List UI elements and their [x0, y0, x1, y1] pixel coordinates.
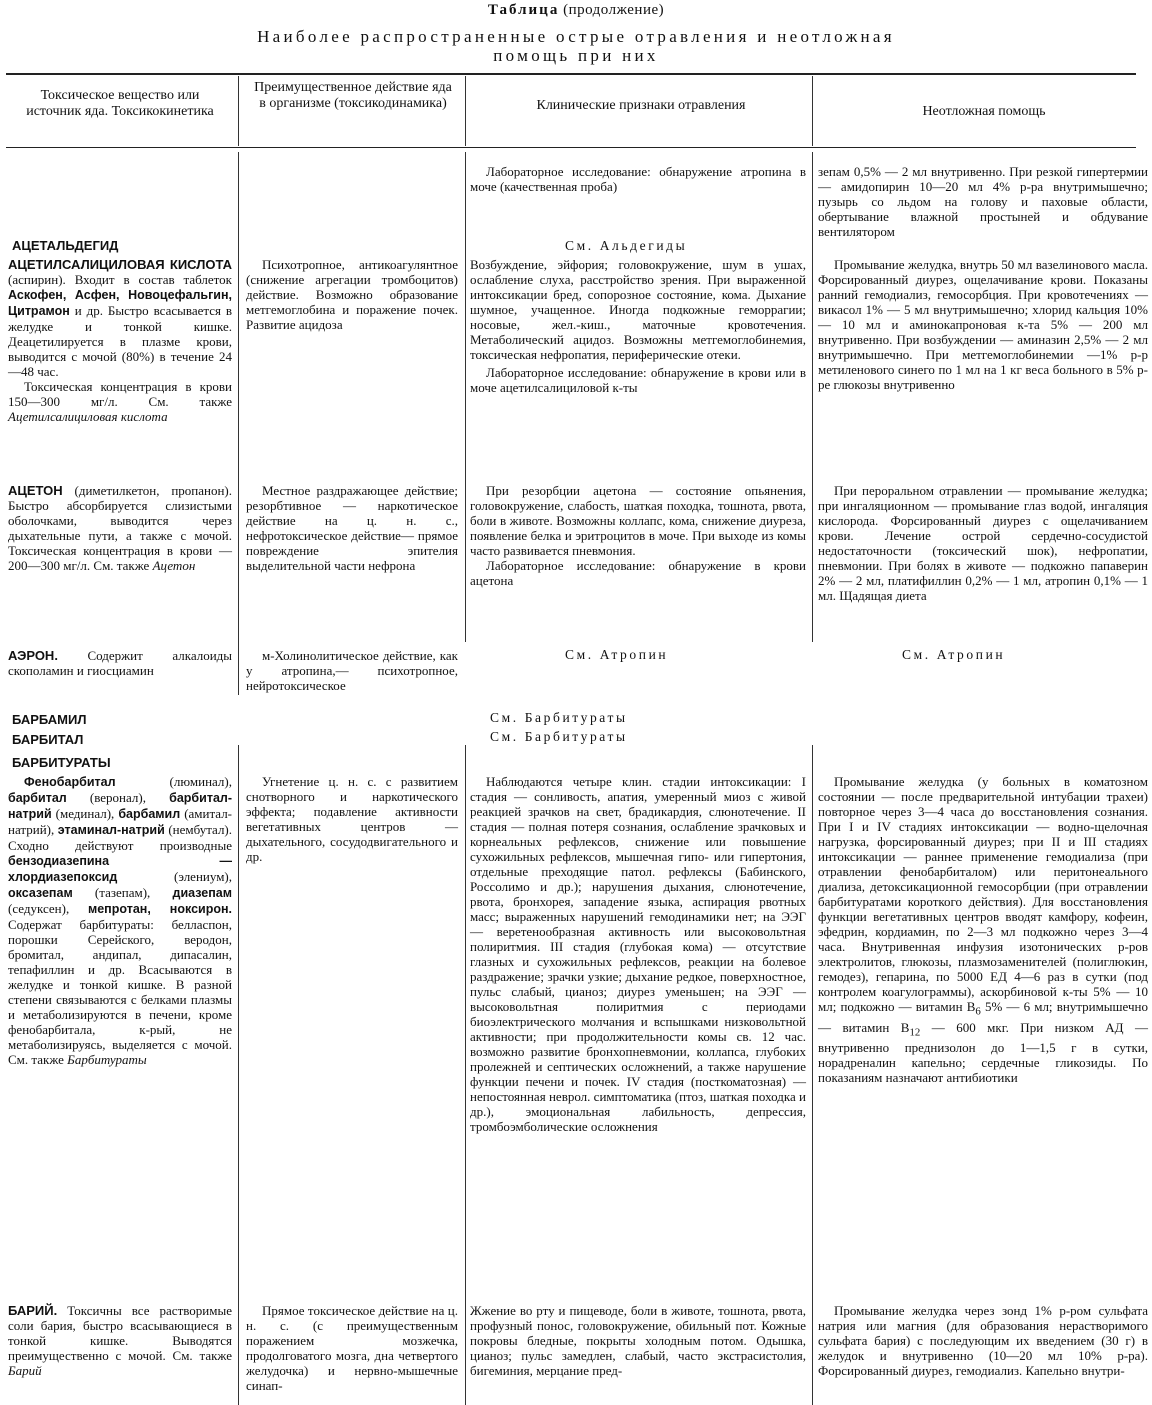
barbiturates-action-cell: Угнетение ц. н. с. с развитием снотворного и наркотического эффекта; подавление активности вегетативных центров — дыхательного, сосудодвигательного и др.: [246, 774, 458, 864]
header-divider-2: [465, 76, 466, 146]
table-caption: Таблица (продолжение): [487, 2, 665, 18]
barbiturates-clinic-cell: Наблюдаются четыре клин. стадии интоксикации: I стадия — сонливость, апатия, умеренный миоз с живой реакцией зрачков на свет, брадикардия, слюнотечение. II стадия — полная потеря сознания, ослабление зрачковых и корнеальных рефлексов, снижение или повышение сухожильных рефлексов, мышечная гипо- или гипертония, отдельные преходящие патол. рефлексы (Бабинского, Россолимо и др.); нарушения дыхания, слюнотечение, рвота, бронхорея, западение языка, аспирация рвотных масс; выраженных нарушений гемодинамики нет; на ЭЭГ — веретенообразная активность или высоковольтная полиритмия. III стадия (глубокая кома) — отсутствие глазных и сухожильных рефлексов, реакции на болевое раздражение; зрачки узкие; дыхание редкое, поверхностное, пульс слабый, цианоз; диурез уменьшен; на ЭЭГ — высоковольтная полиритмия с периодами биоэлектрического молчания и вспышками низковольтной активности; при продолжительности комы св. 12 час. возможно развитие бронхопневмонии, коллапса, глубоких пролежней и септических осложнений, а также нарушение функции печени и почек. IV стадия (посткоматозная) — непостоянная неврол. симптоматика (птоз, шаткая походка и др.), эмоциональная лабильность, депрессия, тромбоэмболические осложнения: [470, 774, 806, 1134]
barium-help-cell: Промывание желудка через зонд 1% р-ром сульфата натрия или магния (для образования нерастворимого сульфата бария) с последующим их введением (30 г) в желудок и внутривенно (10—20 мл 10% р-ра). Форсированный диурез, гемодиализ. Капельно внутри-: [818, 1303, 1148, 1378]
body-divider-2a: [465, 152, 466, 642]
barbamil-see: См. Барбитураты: [490, 710, 628, 725]
header-substance: Токсическое вещество или источник яда. Токсикокинетика: [26, 88, 214, 119]
barbital-see: См. Барбитураты: [490, 729, 628, 744]
barium-substance-cell: БАРИЙ. Токсичны все растворимые соли бария, быстро всасывающиеся в тонкой кишке. Выводятся преимущественно с мочой. См. также Барий: [8, 1303, 232, 1378]
body-divider-1b: [238, 745, 239, 1405]
atropine-help-cell: зепам 0,5% — 2 мл внутривенно. При резкой гипертермии— амидопирин 10—20 мл 4% р-ра внутримышечно; пузырь со льдом на голову и паховые области, обертывание влажной простыней и обдувание вентилятором: [818, 164, 1148, 239]
barbiturates-help-cell: Промывание желудка (у больных в коматозном состоянии — после предварительной интубации трахеи) повторное через 3—4 часа до восстановления сознания. При I и IV стадиях интоксикации — водно-щелочная нагрузка, форсированный диурез; при II и III стадиях интоксикации — раннее применение гемодиализа (при отравлении фенобарбиталом) или перитонеального диализа, детоксикационной гемосорбции (при отравлении барбитуратами короткого действия). Для восстановления функции вегетативных центров вводят камфору, кофеин, эфедрин, кордиамин, по 2—3 мл подкожно через 3—4 часа. Внутривенная инфузия изотонических р-ров электролитов, глюкозы, плазмозаменителей (полиглюкин, гемодез), гепарина, по 5000 ЕД 4—6 раз в сутки (под контролем коагулограммы), аскорбиновой к-ты 5% — 10 мл; подкожно — витамин $B_6$ 5% — 6 мл; внутримышечно — витамин $B_{12}$ — 600 мкг. При низком АД — внутривенно преднизолон до 1—1,5 г в сутки, норадреналин капельно; сердечные гликозиды. По показаниям назначают антибиотики: [818, 774, 1148, 1086]
aspirin-action-cell: Психотропное, антикоагулянтное (снижение агрегации тромбоцитов) действие. Возможно образование метгемоглобина и поражение почек. Развитие ацидоза: [246, 257, 458, 332]
header-action: Преимущественное действие яда в организме (токсикодинамика): [254, 80, 452, 111]
aeron-name: АЭРОН.: [8, 648, 58, 663]
acetone-substance-cell: АЦЕТОН (диметилкетон, пропанон). Быстро абсорбируется слизистыми оболочками, выводится через дыхательные пути, а также с мочой. Токсическая концентрация в крови — 200—300 мг/л. См. также Ацетон: [8, 483, 232, 573]
barium-clinic-cell: Жжение во рту и пищеводе, боли в животе, тошнота, рвота, профузный понос, головокружение, обильный пот. Кожные покровы бледные, покрыты холодным потом. Одышка, цианоз; пульс замедлен, слабый, часто экстрасистолия, бигеминия, мерцание пред-: [470, 1303, 806, 1378]
body-divider-2b: [465, 745, 466, 1405]
aspirin-clinic-cell: Возбуждение, эйфория; головокружение, шум в ушах, ослабление слуха, расстройство зрения. При выраженной интоксикации бред, сопорозное состояние, кома. Дыхание шумное, учащенное. Иногда подкожные геморрагии; носовые, жел.-киш., маточные кровотечения. Метаболический ацидоз. Возможны метгемоглобинемия, токсическая нефропатия, периферические отеки. Лабораторное исследование: обнаружение в крови или в моче ацетилсалициловой к-ты: [470, 257, 806, 395]
aspirin-name: АЦЕТИЛСАЛИЦИЛОВАЯ КИСЛОТА: [8, 257, 232, 272]
header-bottom-rule: [6, 147, 1136, 148]
barbital-name: БАРБИТАЛ: [12, 732, 84, 747]
body-divider-3a: [812, 152, 813, 642]
aeron-see-clinic: См. Атропин: [565, 647, 669, 662]
header-divider-3: [812, 76, 813, 146]
barbiturates-name: БАРБИТУРАТЫ: [12, 755, 111, 770]
header-divider-1: [238, 76, 239, 146]
aeron-see-help: См. Атропин: [902, 647, 1006, 662]
atropine-clinic-cell: Лабораторное исследование: обнаружение атропина в моче (качественная проба): [470, 164, 806, 194]
barium-action-cell: Прямое токсическое действие на ц. н. с. (с преимущественным поражением мозжечка, продолговатого мозга, дна четвертого желудочка) и нервно-мышечные синап-: [246, 1303, 458, 1393]
aeron-action-cell: м-Холинолитическое действие, как у атропина,— психотропное, нейротоксическое: [246, 648, 458, 693]
aspirin-substance-cell: АЦЕТИЛСАЛИЦИЛОВАЯ КИСЛОТА (аспирин). Входит в состав таблеток Аскофен, Асфен, Новоцефальгин, Цитрамон и др. Быстро всасывается в желудке и тонкой кишке. Деацетилируется в плазме крови, выводится с мочой (80%) в течение 24—48 час. Токсическая концентрация в крови 150—300 мг/л. См. также Ацетилсалициловая кислота: [8, 257, 232, 424]
body-divider-3b: [812, 745, 813, 1405]
table-title: Наиболее распространенные острые отравления и неотложная помощь при них: [257, 27, 895, 65]
aeron-substance-cell: АЭРОН. Содержит алкалоиды скополамин и гиосциамин: [8, 648, 232, 678]
acetaldehyde-see: См. Альдегиды: [565, 238, 688, 253]
acetone-help-cell: При пероральном отравлении — промывание желудка; при ингаляционном — промывание глаз водой, ингаляция кислорода. Форсированный диурез с ощелачиванием крови. Лечение острой сердечно-сосудистой недостаточности (токсический шок), нефропатии, пневмонии. При болях в животе — подкожно папаверин 2% — 2 мл, платифиллин 0,2% — 1 мл, атропин 0,1% — 1 мл. Щадящая диета: [818, 483, 1148, 603]
acetone-clinic-cell: При резорбции ацетона — состояние опьянения, головокружение, слабость, шаткая походка, тошнота, рвота, боли в животе. Возможны коллапс, кома, снижение диуреза, появление белка и эритроцитов в моче. При выходе из комы часто развивается пневмония. Лабораторное исследование: обнаружение в крови ацетона: [470, 483, 806, 588]
acetone-name: АЦЕТОН: [8, 483, 63, 498]
barbiturates-substance-cell: Фенобарбитал (люминал), барбитал (веронал), барбитал-натрий (мединал), барбамил (амитал-натрий), этаминал-натрий (нембутал). Сходно действуют производные бензодиазепина — хлордиазепоксид (элениум), оксазепам (тазепам), диазепам (седуксен), мепротан, ноксирон. Содержат барбитураты: белласпон, порошки Серейского, веродон, бромитал, андипал, дипасалин, тепафиллин и др. Всасываются в желудке и тонкой кишке. В разной степени связываются с белками плазмы и метаболизируются в печени, кроме фенобарбитала, к-рый, не метаболизируясь, выделяется с мочой. См. также Барбитураты: [8, 774, 233, 1067]
barium-name: БАРИЙ.: [8, 1303, 58, 1318]
body-divider-1a: [238, 152, 239, 695]
acetone-action-cell: Местное раздражающее действие; резорбтивное — наркотическое действие на ц. н. с., нефротоксическое действие— прямое повреждение эпителия выделительной части нефрона: [246, 483, 458, 573]
header-help: Неотложная помощь: [922, 104, 1046, 119]
header-top-rule: [6, 73, 1136, 75]
aspirin-brands: Аскофен, Асфен, Новоцефальгин, Цитрамон: [8, 288, 232, 318]
acetaldehyde-name: АЦЕТАЛЬДЕГИД: [12, 238, 119, 253]
header-clinic: Клинические признаки отравления: [536, 98, 746, 113]
barbamil-name: БАРБАМИЛ: [12, 712, 87, 727]
aspirin-help-cell: Промывание желудка, внутрь 50 мл вазелинового масла. Форсированный диурез, ощелачивание крови. Показаны ранний гемодиализ, гемосорбция. При кровотечениях — викасол 1% — 5 мл внутримышечно; хлорид кальция 10% — 10 мл и аминокапроновая к-та 5% — 200 мл внутривенно. При возбуждении — аминазин 2,5% — 2 мл внутримышечно. При метгемоглобинемии —1% р-р метиленового синего по 1 мл на 1 кг веса больного в 5% р-ре глюкозы внутривенно: [818, 257, 1148, 392]
